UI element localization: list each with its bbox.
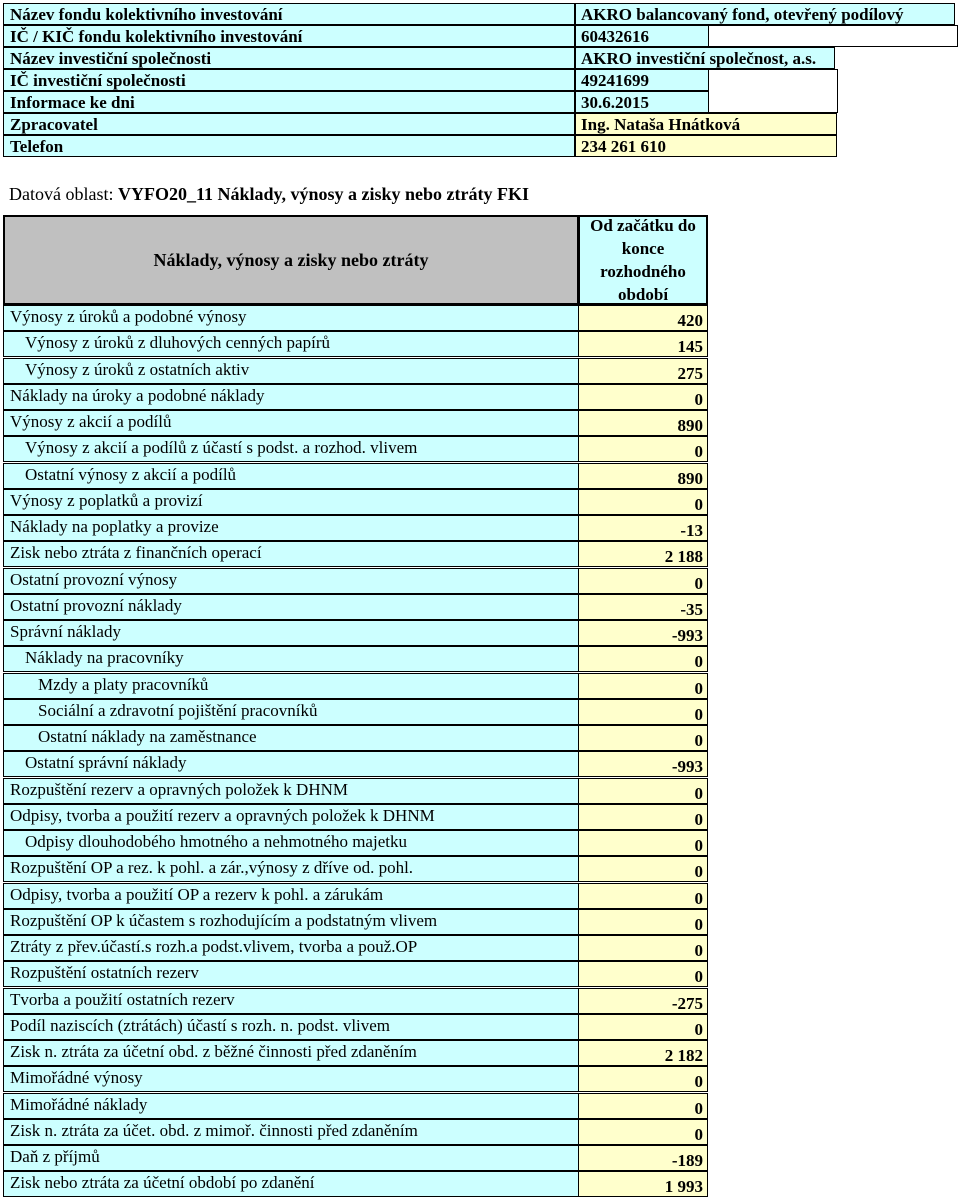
row-label: Výnosy z akcií a podílů — [3, 410, 579, 436]
table-row — [3, 463, 708, 489]
row-label: Ostatní výnosy z akcií a podílů — [3, 463, 579, 489]
row-value: 0 — [578, 883, 708, 909]
header-value-company-name: AKRO investiční společnost, a.s. — [575, 47, 835, 69]
row-label: Správní náklady — [3, 620, 579, 646]
row-label: Odpisy dlouhodobého hmotného a nehmotného majetku — [3, 830, 579, 856]
row-value: -13 — [578, 515, 708, 541]
table-row — [3, 331, 708, 357]
header-label-processor: Zpracovatel — [3, 113, 575, 135]
row-label: Zisk nebo ztráta z finančních operací — [3, 541, 579, 567]
table-row — [3, 646, 708, 672]
row-value: 0 — [578, 646, 708, 672]
row-value: 145 — [578, 331, 708, 357]
row-label: Ztráty z přev.účastí.s rozh.a podst.vlivem, tvorba a použ.OP — [3, 935, 579, 961]
table-row — [3, 568, 708, 594]
header-label-company-id: IČ investiční společnosti — [3, 69, 575, 91]
table-row — [3, 541, 708, 567]
row-label: Mimořádné náklady — [3, 1093, 579, 1119]
row-value: 2 188 — [578, 541, 708, 567]
table-row — [3, 436, 708, 462]
table-row — [3, 909, 708, 935]
row-value: 0 — [578, 830, 708, 856]
row-label: Odpisy, tvorba a použití rezerv a opravných položek k DHNM — [3, 804, 579, 830]
row-label: Rozpuštění OP a rez. k pohl. a zár.,výnosy z dříve od. pohl. — [3, 856, 579, 882]
row-value: 0 — [578, 1119, 708, 1145]
row-value: 420 — [578, 305, 708, 331]
table-row — [3, 1171, 708, 1197]
header-empty-cell — [708, 25, 958, 47]
row-label: Rozpuštění rezerv a opravných položek k DHNM — [3, 778, 579, 804]
row-value: 0 — [578, 436, 708, 462]
row-label: Zisk n. ztráta za účet. obd. z mimoř. činnosti před zdaněním — [3, 1119, 579, 1145]
column-header-value: Od začátku do konce rozhodného období — [578, 215, 708, 305]
table-row — [3, 673, 708, 699]
row-value: 0 — [578, 568, 708, 594]
row-label: Výnosy z úroků z dluhových cenných papírů — [3, 331, 579, 357]
row-value: 0 — [578, 1014, 708, 1040]
table-row — [3, 856, 708, 882]
header-value-phone: 234 261 610 — [575, 135, 837, 157]
row-value: -993 — [578, 620, 708, 646]
row-value: -189 — [578, 1145, 708, 1171]
row-value: 0 — [578, 673, 708, 699]
table-row — [3, 725, 708, 751]
table-row — [3, 1014, 708, 1040]
row-value: 890 — [578, 410, 708, 436]
data-area-name: VYFO20_11 Náklady, výnosy a zisky nebo ztráty FKI — [117, 184, 530, 204]
row-value: 0 — [578, 384, 708, 410]
header-value-fund-name: AKRO balancovaný fond, otevřený podílový — [575, 3, 955, 25]
row-value: 0 — [578, 961, 708, 987]
table-row — [3, 515, 708, 541]
header-label-company-name: Název investiční společnosti — [3, 47, 575, 69]
row-label: Daň z příjmů — [3, 1145, 579, 1171]
row-value: 0 — [578, 909, 708, 935]
row-label: Rozpuštění OP k účastem s rozhodujícím a podstatným vlivem — [3, 909, 579, 935]
row-label: Výnosy z úroků a podobné výnosy — [3, 305, 579, 331]
row-value: 0 — [578, 1093, 708, 1119]
table-row — [3, 594, 708, 620]
table-row — [3, 883, 708, 909]
table-row — [3, 751, 708, 777]
table-row — [3, 778, 708, 804]
row-label: Náklady na pracovníky — [3, 646, 579, 672]
table-row — [3, 830, 708, 856]
header-value-fund-id: 60432616 — [575, 25, 709, 47]
row-value: -993 — [578, 751, 708, 777]
row-value: 0 — [578, 489, 708, 515]
row-value: 0 — [578, 935, 708, 961]
header-value-company-id: 49241699 — [575, 69, 709, 91]
row-label: Sociální a zdravotní pojištění pracovníků — [3, 699, 579, 725]
column-header-label: Náklady, výnosy a zisky nebo ztráty — [3, 215, 579, 305]
table-row — [3, 1066, 708, 1092]
table-row — [3, 804, 708, 830]
row-value: 0 — [578, 699, 708, 725]
row-label: Zisk n. ztráta za účetní obd. z běžné činnosti před zdaněním — [3, 1040, 579, 1066]
row-value: 0 — [578, 1066, 708, 1092]
table-row — [3, 1040, 708, 1066]
row-label: Rozpuštění ostatních rezerv — [3, 961, 579, 987]
row-value: 275 — [578, 358, 708, 384]
row-label: Výnosy z úroků z ostatních aktiv — [3, 358, 579, 384]
row-label: Výnosy z akcií a podílů z účastí s podst. a rozhod. vlivem — [3, 436, 579, 462]
row-value: 2 182 — [578, 1040, 708, 1066]
row-label: Náklady na poplatky a provize — [3, 515, 579, 541]
row-value: 890 — [578, 463, 708, 489]
row-label: Výnosy z poplatků a provizí — [3, 489, 579, 515]
table-row — [3, 1093, 708, 1119]
row-label: Mimořádné výnosy — [3, 1066, 579, 1092]
row-label: Ostatní provozní výnosy — [3, 568, 579, 594]
row-value: 0 — [578, 725, 708, 751]
row-value: 1 993 — [578, 1171, 708, 1197]
row-value: -35 — [578, 594, 708, 620]
table-row — [3, 620, 708, 646]
header-value-date: 30.6.2015 — [575, 91, 709, 113]
table-row — [3, 410, 708, 436]
row-label: Odpisy, tvorba a použití OP a rezerv k pohl. a zárukám — [3, 883, 579, 909]
row-label: Zisk nebo ztráta za účetní období po zdanění — [3, 1171, 579, 1197]
row-label: Náklady na úroky a podobné náklady — [3, 384, 579, 410]
header-label-fund-id: IČ / KIČ fondu kolektivního investování — [3, 25, 575, 47]
table-row — [3, 489, 708, 515]
table-row — [3, 384, 708, 410]
table-row — [3, 358, 708, 384]
row-value: -275 — [578, 988, 708, 1014]
table-row — [3, 1119, 708, 1145]
row-value: 0 — [578, 856, 708, 882]
row-label: Tvorba a použití ostatních rezerv — [3, 988, 579, 1014]
data-area-caption — [9, 184, 529, 205]
table-row — [3, 988, 708, 1014]
table-row — [3, 1145, 708, 1171]
data-area-prefix: Datová oblast: — [9, 184, 114, 204]
table-row — [3, 935, 708, 961]
row-value: 0 — [578, 804, 708, 830]
header-label-date: Informace ke dni — [3, 91, 575, 113]
header-label-phone: Telefon — [3, 135, 575, 157]
table-row — [3, 699, 708, 725]
table-row — [3, 961, 708, 987]
header-label-fund-name: Název fondu kolektivního investování — [3, 3, 575, 25]
table-row — [3, 305, 708, 331]
row-label: Mzdy a platy pracovníků — [3, 673, 579, 699]
row-label: Ostatní správní náklady — [3, 751, 579, 777]
row-label: Ostatní provozní náklady — [3, 594, 579, 620]
row-value: 0 — [578, 778, 708, 804]
header-empty-cell — [708, 69, 838, 113]
header-value-processor: Ing. Nataša Hnátková — [575, 113, 837, 135]
row-label: Podíl naziscích (ztrátách) účastí s rozh. n. podst. vlivem — [3, 1014, 579, 1040]
row-label: Ostatní náklady na zaměstnance — [3, 725, 579, 751]
